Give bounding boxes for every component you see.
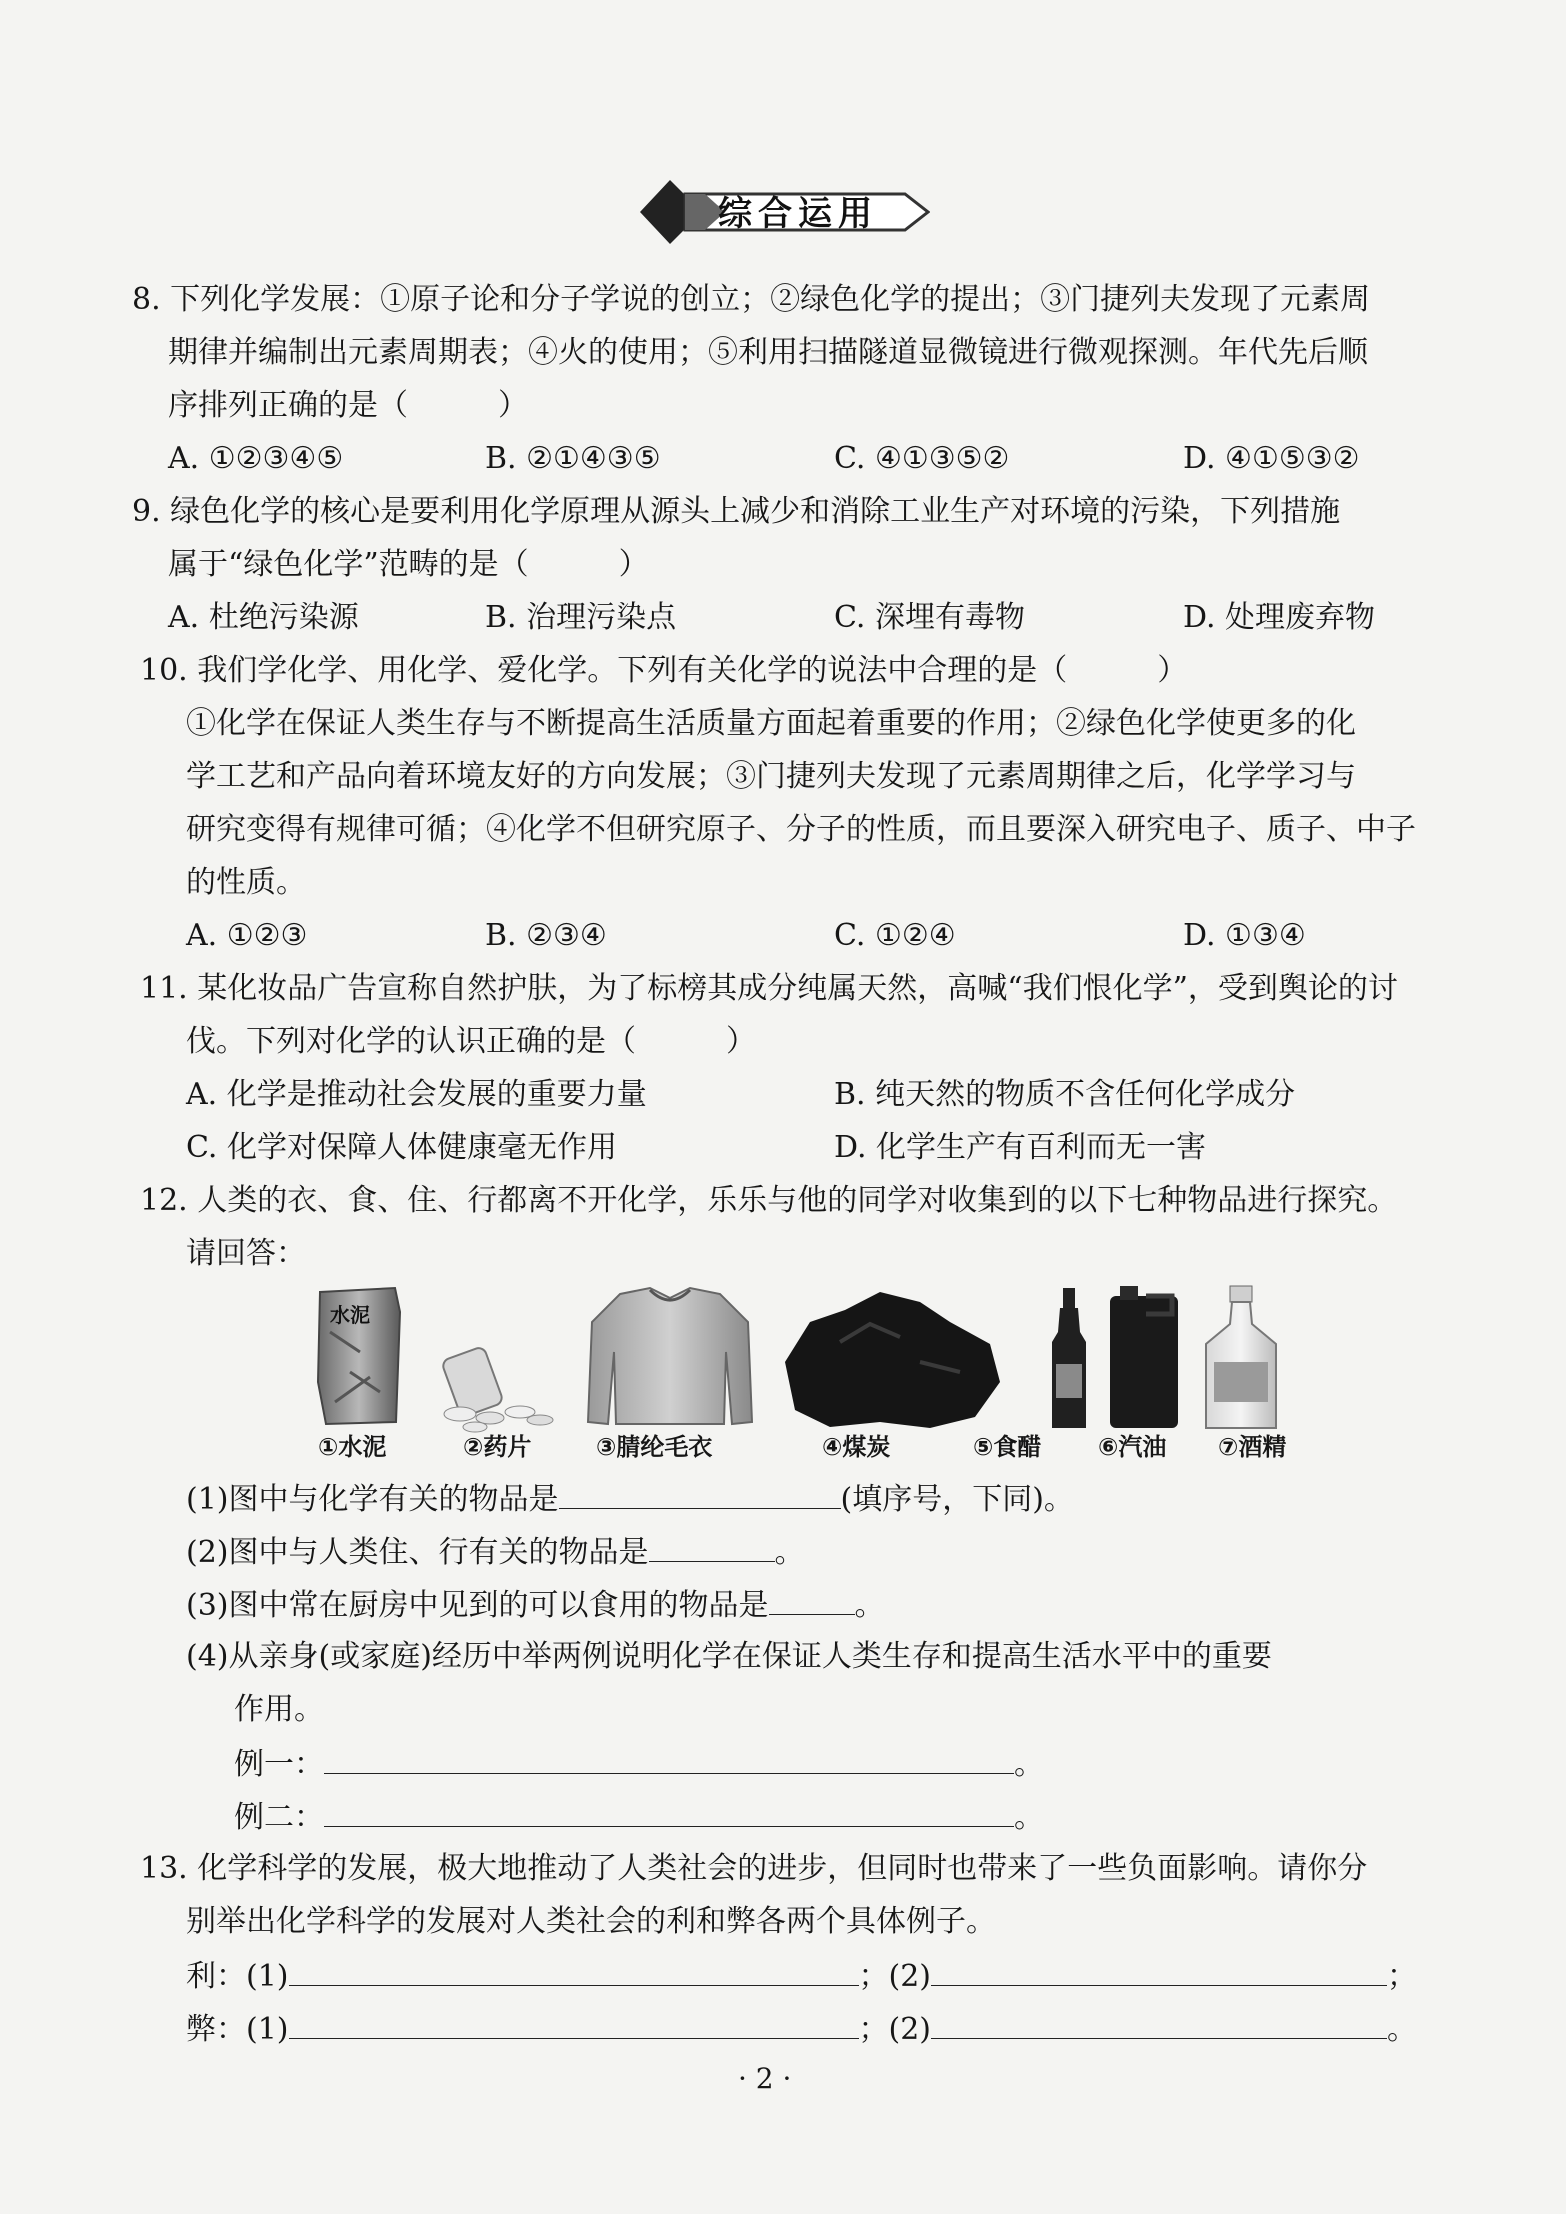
q9-option-b[interactable]: B. 治理污染点 xyxy=(485,600,677,635)
sweater-image xyxy=(588,1288,752,1424)
q10-option-a[interactable]: A. ①②③ xyxy=(186,918,308,953)
q13-harm-2-label: ；(2) xyxy=(858,2012,931,2047)
q13-benefit-2-blank[interactable] xyxy=(931,1955,1387,1986)
q12-sub1-suffix: (填序号，下同)。 xyxy=(840,1482,1074,1517)
q12-sub1 xyxy=(186,1478,1074,1520)
q13-harms xyxy=(186,2008,1417,2050)
q12-example-1-label: 例一： xyxy=(234,1747,324,1782)
q13-benefits xyxy=(186,1955,1417,1997)
q11-option-b[interactable]: B. 纯天然的物质不含任何化学成分 xyxy=(834,1077,1296,1112)
q10-line-5: 的性质。 xyxy=(186,865,306,900)
caption-cement: ①水泥 xyxy=(318,1433,387,1461)
q9-option-a[interactable]: A. 杜绝污染源 xyxy=(168,600,359,635)
q9-line-1: 9. 绿色化学的核心是要利用化学原理从源头上减少和消除工业生产对环境的污染，下列措施 xyxy=(132,494,1341,529)
q12-line-2: 请回答： xyxy=(186,1236,306,1271)
q9-option-c[interactable]: C. 深埋有毒物 xyxy=(834,600,1025,635)
q13-benefit-1-label: 利：(1) xyxy=(186,1959,289,1994)
q13-benefit-2-label: ；(2) xyxy=(858,1959,931,1994)
q13-harm-1-blank[interactable] xyxy=(289,2008,859,2039)
alcohol-bottle-image xyxy=(1206,1286,1276,1428)
q12-example-2-blank[interactable] xyxy=(324,1796,1014,1827)
caption-sweater: ③腈纶毛衣 xyxy=(596,1433,713,1461)
q11-line-2: 伐。下列对化学的认识正确的是（ ） xyxy=(186,1024,756,1059)
section-title: 综合运用 xyxy=(718,194,878,234)
pills-image xyxy=(441,1346,553,1432)
q12-sub3-suffix: 。 xyxy=(854,1588,885,1623)
q12-example-2 xyxy=(234,1796,1044,1838)
q12-sub2-text: (2)图中与人类住、行有关的物品是 xyxy=(186,1535,649,1570)
q13-harm-2-blank[interactable] xyxy=(931,2008,1387,2039)
q12-example-1 xyxy=(234,1743,1044,1785)
q12-sub2-suffix: 。 xyxy=(774,1535,805,1570)
q9-line-2: 属于“绿色化学”范畴的是（ ） xyxy=(168,547,649,582)
q10-line-4: 研究变得有规律可循；④化学不但研究原子、分子的性质，而且要深入研究电子、质子、中子 xyxy=(186,812,1416,847)
q11-line-1: 11. 某化妆品广告宣称自然护肤，为了标榜其成分纯属天然，高喊“我们恨化学”，受到舆论的讨 xyxy=(140,971,1398,1006)
caption-vinegar: ⑤食醋 xyxy=(973,1433,1042,1461)
q12-example-1-period: 。 xyxy=(1014,1747,1044,1782)
q10-line-2: ①化学在保证人类生存与不断提高生活质量方面起着重要的作用；②绿色化学使更多的化 xyxy=(186,706,1356,741)
q8-line-3: 序排列正确的是（ ） xyxy=(168,388,528,423)
caption-coal: ④煤炭 xyxy=(822,1433,891,1461)
q13-benefits-end: ； xyxy=(1387,1959,1417,1994)
q8-line-1: 8. 下列化学发展：①原子论和分子学说的创立；②绿色化学的提出；③门捷列夫发现了元素周 xyxy=(132,282,1371,317)
q8-option-a[interactable]: A. ①②③④⑤ xyxy=(168,441,344,476)
q10-line-1: 10. 我们学化学、用化学、爱化学。下列有关化学的说法中合理的是（ ） xyxy=(140,653,1188,688)
q12-example-2-period: 。 xyxy=(1014,1800,1044,1835)
q12-line-1: 12. 人类的衣、食、住、行都离不开化学，乐乐与他的同学对收集到的以下七种物品进行探究。 xyxy=(140,1183,1398,1218)
q12-example-2-label: 例二： xyxy=(234,1800,324,1835)
caption-pills: ②药片 xyxy=(463,1433,532,1461)
q8-line-2: 期律并编制出元素周期表；④火的使用；⑤利用扫描隧道显微镜进行微观探测。年代先后顺 xyxy=(168,335,1368,370)
q12-sub2-answer-blank[interactable] xyxy=(649,1531,775,1562)
q10-option-c[interactable]: C. ①②④ xyxy=(834,918,956,953)
q12-sub4-line-2: 作用。 xyxy=(234,1692,324,1727)
q9-option-d[interactable]: D. 处理废弃物 xyxy=(1183,600,1376,635)
q11-option-a[interactable]: A. 化学是推动社会发展的重要力量 xyxy=(186,1077,647,1112)
q13-harm-1-label: 弊：(1) xyxy=(186,2012,289,2047)
q12-sub1-answer-blank[interactable] xyxy=(559,1478,841,1509)
q12-sub1-text: (1)图中与化学有关的物品是 xyxy=(186,1482,559,1517)
q13-harms-end: 。 xyxy=(1387,2012,1417,2047)
vinegar-bottle-image xyxy=(1052,1288,1086,1428)
q13-line-2: 别举出化学科学的发展对人类社会的利和弊各两个具体例子。 xyxy=(186,1904,996,1939)
q12-sub3 xyxy=(186,1584,885,1626)
q8-option-d[interactable]: D. ④①⑤③② xyxy=(1183,441,1360,476)
q12-sub3-answer-blank[interactable] xyxy=(769,1584,855,1615)
q8-option-b[interactable]: B. ②①④③⑤ xyxy=(485,441,661,476)
q13-benefit-1-blank[interactable] xyxy=(289,1955,859,1986)
q13-line-1: 13. 化学科学的发展，极大地推动了人类社会的进步，但同时也带来了一些负面影响。请你分 xyxy=(140,1851,1368,1886)
q8-option-c[interactable]: C. ④①③⑤② xyxy=(834,441,1010,476)
caption-alcohol: ⑦酒精 xyxy=(1218,1433,1287,1461)
q11-option-c[interactable]: C. 化学对保障人体健康毫无作用 xyxy=(186,1130,617,1165)
caption-gasoline: ⑥汽油 xyxy=(1098,1433,1167,1461)
q12-example-1-blank[interactable] xyxy=(324,1743,1014,1774)
q12-sub2 xyxy=(186,1531,805,1573)
q10-option-b[interactable]: B. ②③④ xyxy=(485,918,607,953)
q11-option-d[interactable]: D. 化学生产有百利而无一害 xyxy=(834,1130,1207,1165)
gasoline-can-image xyxy=(1110,1286,1178,1428)
q12-sub4-line-1: (4)从亲身(或家庭)经历中举两例说明化学在保证人类生存和提高生活水平中的重要 xyxy=(186,1639,1272,1674)
q10-option-d[interactable]: D. ①③④ xyxy=(1183,918,1306,953)
cement-bag-label: 水泥 xyxy=(330,1303,370,1327)
coal-image xyxy=(785,1292,1000,1428)
page-number: · 2 · xyxy=(738,2062,792,2095)
q10-line-3: 学工艺和产品向着环境友好的方向发展；③门捷列夫发现了元素周期律之后，化学学习与 xyxy=(186,759,1356,794)
q12-sub3-text: (3)图中常在厨房中见到的可以食用的物品是 xyxy=(186,1588,769,1623)
